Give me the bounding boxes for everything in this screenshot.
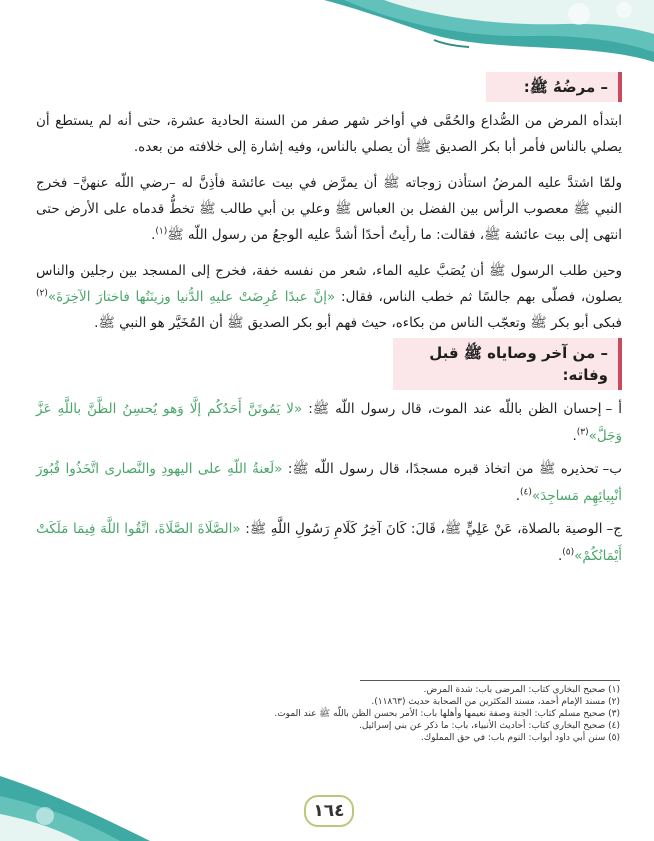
advice-quote: «لَعنةُ اللّهِ على اليهودِ والنَّصارى اتَّخَذُوا قُبُورَ أنْبِيائِهِم مَساجِدَ»	[36, 461, 622, 504]
advice-text: تحذيره ﷺ من اتخاذ قبره مسجدًا، قال رسول اللّه ﷺ:	[282, 461, 599, 477]
footnote: (١) صحيح البخاري كتاب: المرضى باب: شدة المرض.	[423, 685, 620, 695]
footnote: (٢) مسند الإمام أحمد، مسند المكثرين من الصحابة حديث (١١٨٦٣).	[371, 697, 620, 707]
sermon-text-start: وحين طلب الرسول ﷺ أن يُصَبَّ عليه الماء، شعر من نفسه خفة، فخرج إلى المسجد بين رجلين والناس يصلون، فصلّى بهم جالسًا ثم خطب الناس، فقال:	[36, 263, 622, 305]
advice-end: .	[572, 428, 577, 444]
advice-end: .	[515, 488, 521, 504]
footnote: (٥) سنن أبي داود أبواب: النوم باب: في حق المملوك.	[420, 733, 620, 743]
paragraph-move-to-aisha: ولمّا اشتدَّ عليه المرضُ استأذن زوجاته ﷺ أن يمرَّض في بيت عائشة فأذِنَّ له –رضي اللّه عنهنَّ– فخرج النبي ﷺ معصوب الرأس بين الفضل بن العباس ﷺ وعلي بن أبي طالب ﷺ تخطُّ قدماه على الأرض حتى انتهى إلى بيت عائشة ﷺ، فقالت: ما رأيتُ أحدًا أشدَّ عليه الوجعُ من رسول اللّه ﷺ$^{(١)}$.	[36, 175, 622, 243]
heading-last-advice: – من آخر وصاياه ﷺ قبل وفاته:	[393, 338, 622, 390]
page-number: ١٦٤	[304, 795, 354, 827]
advice-item	[36, 456, 622, 510]
advice-quote: «لا يَمُوتَنَّ أَحَدُكُم إلَّا وَهو يُحسِنُ الظَّنَّ باللَّهِ عَزَّ وَجَلَّ»	[36, 401, 622, 444]
advice-item	[36, 396, 622, 450]
sermon-quote: «إنَّ عبدًا عُرِضَتْ عليهِ الدُّنيا وزينَتُها فاختارَ الآخِرَةَ»	[47, 289, 336, 305]
bottom-ornament	[0, 746, 150, 841]
advice-label: ب–	[602, 461, 623, 477]
advice-text: الوصية بالصلاة، عَنْ عَلِيٍّ ﷺ، قَالَ: كَانَ آخِرُ كَلَامِ رَسُولِ اللَّهِ ﷺ:	[240, 521, 603, 537]
page-content	[36, 66, 622, 570]
advice-end: .	[557, 548, 563, 564]
advice-label: أ –	[605, 401, 622, 417]
footnote: (٤) صحيح البخاري كتاب: أحاديث الأنبياء، باب: ما ذكر عن بني إسرائيل.	[359, 721, 620, 731]
footnote-ref-1: (١)	[155, 226, 168, 237]
top-ornament	[324, 0, 654, 62]
sermon-text-end: فبكى أبو بكر ﷺ وتعجّب الناس من بكاءه، حيث فهم أبو بكر الصديق ﷺ أن المُخَيَّر هو النبي ﷺ.	[94, 315, 622, 331]
heading-illness: – مرضُهُ ﷺ:	[486, 72, 622, 102]
footnote-divider	[360, 680, 620, 681]
paragraph-illness-start: ابتدأه المرض من الصُّداع والحُمَّى في أواخر شهر صفر من السنة الحادية عشرة، حتى أنه لم يستطع أن يصلي بالناس فأمر أبا بكر الصديق ﷺ أن يصلي بالناس، وفيه إشارة إلى خلافته من بعده.	[36, 113, 622, 155]
footnote-ref-3: (٣)	[576, 427, 589, 438]
footnote: (٣) صحيح مسلم كتاب: الجنة وصفة نعيمها وأهلها باب: الأمر بحسن الظن باللّه ﷺ عند الموت.	[274, 709, 620, 719]
advice-item	[36, 516, 622, 570]
advice-label: ج–	[606, 521, 622, 537]
paragraph-last-sermon	[36, 258, 622, 336]
paragraph-move-text: ولمّا اشتدَّ عليه المرضُ استأذن زوجاته ﷺ أن يمرَّض في بيت عائشة فأذِنَّ له –رضي اللّه عنهنَّ– فخرج النبي ﷺ معصوب الرأس بين الفضل بن العباس ﷺ وعلي بن أبي طالب ﷺ تخطُّ قدماه على الأرض حتى انتهى إلى بيت عائشة ﷺ، فقالت: ما رأيتُ أحدًا أشدَّ عليه الوجعُ من رسول اللّه ﷺ	[36, 175, 622, 243]
footnote-ref-2: (٢)	[36, 288, 48, 299]
footnote-ref-4: (٤)	[520, 487, 532, 498]
footnotes	[200, 684, 620, 744]
advice-text: إحسان الظن باللّه عند الموت، قال رسول اللّه ﷺ:	[302, 401, 602, 417]
footnote-ref-5: (٥)	[562, 547, 575, 558]
advice-quote: «الصَّلَاةَ الصَّلَاةَ، اتَّقُوا اللَّهَ فِيمَا مَلَكَتْ أَيْمَانُكُمْ»	[36, 521, 622, 564]
